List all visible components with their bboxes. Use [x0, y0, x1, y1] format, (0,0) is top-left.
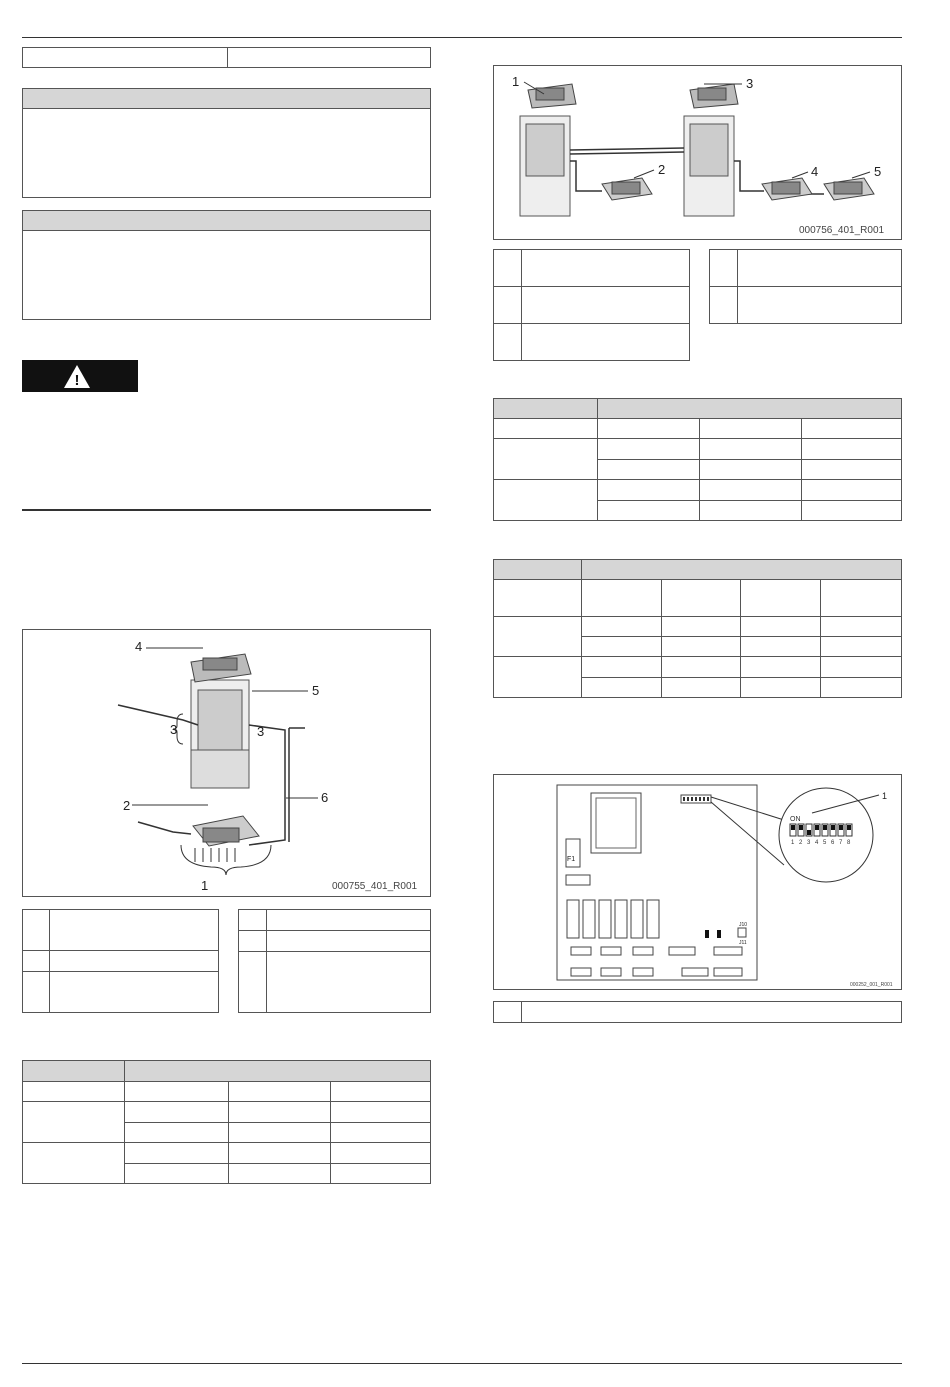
- dip-num-8: 8: [847, 840, 851, 846]
- fig1-legend-right: [238, 909, 431, 1013]
- fig2-legend-left: [493, 249, 690, 361]
- dip-num-6: 6: [831, 840, 835, 846]
- notice-box-1: [22, 88, 431, 198]
- fig2-code: 000756_401_R001: [799, 225, 885, 236]
- svg-text:!: !: [74, 372, 80, 389]
- notice-box-2: [22, 210, 431, 320]
- notice-box-1-header: [23, 89, 430, 109]
- dip-num-4: 4: [815, 840, 819, 846]
- fig3-code: 000252_001_R001: [850, 982, 893, 988]
- right-data-table-1: [493, 398, 902, 521]
- fig1-callout-3a: 3: [170, 722, 178, 737]
- fig1-callout-5: 5: [312, 683, 320, 698]
- j10-label: J10: [739, 922, 748, 928]
- figure-circuit-board: [493, 774, 902, 990]
- j11-label: J11: [739, 940, 747, 946]
- dip-num-2: 2: [799, 840, 803, 846]
- figure-single-connection: [22, 629, 431, 897]
- dip-num-3: 3: [807, 840, 811, 846]
- fig1-callout-3b: 3: [257, 724, 265, 739]
- fuse-label: F1: [567, 856, 576, 863]
- right-data-table-2: [493, 559, 902, 698]
- fig2-callout-4: 4: [811, 164, 819, 179]
- dip-on-label: ON: [790, 816, 801, 823]
- fig3-callout-1: 1: [882, 791, 888, 801]
- fig1-callout-1: 1: [201, 878, 209, 893]
- top-rule: [22, 37, 902, 38]
- left-data-table: [22, 1060, 431, 1184]
- bottom-rule: [22, 1363, 902, 1364]
- fig2-callout-1: 1: [512, 74, 520, 89]
- fig1-callout-4: 4: [135, 639, 143, 654]
- fig2-callout-2: 2: [658, 162, 666, 177]
- fig2-legend-right: [709, 249, 902, 324]
- fig1-code: 000755_401_R001: [332, 881, 418, 892]
- warning-triangle-icon: [62, 363, 92, 391]
- section-divider: [22, 509, 431, 511]
- fig1-callout-6: 6: [321, 790, 329, 805]
- top-two-cell-table: [22, 47, 431, 68]
- dip-num-5: 5: [823, 840, 827, 846]
- fig1-legend-left: [22, 909, 219, 1013]
- figure-1-drawing: [23, 630, 430, 896]
- notice-box-2-header: [23, 211, 430, 231]
- warning-badge: [22, 360, 138, 392]
- dip-num-7: 7: [839, 840, 843, 846]
- figure-2-drawing: [494, 66, 901, 239]
- fig2-callout-5: 5: [874, 164, 882, 179]
- figure-multiple-connection: [493, 65, 902, 240]
- dip-num-1: 1: [791, 840, 795, 846]
- figure-3-drawing: [494, 775, 901, 989]
- fig3-legend: [493, 1001, 902, 1023]
- fig1-callout-2: 2: [123, 798, 131, 813]
- fig2-callout-3: 3: [746, 76, 754, 91]
